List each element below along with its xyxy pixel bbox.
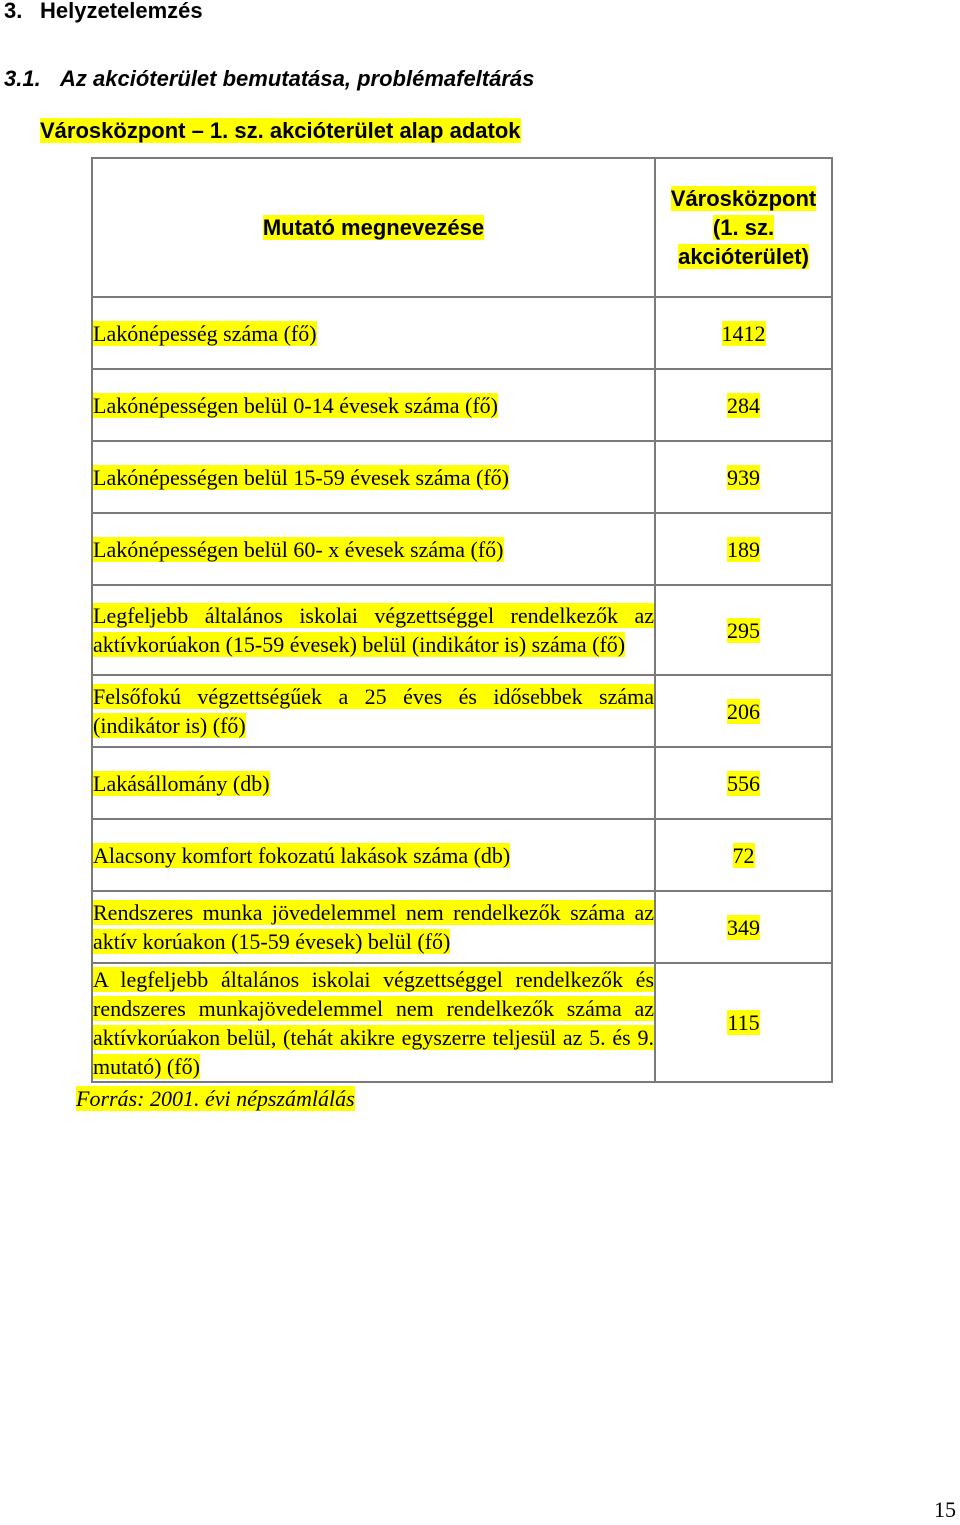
- section-title: Helyzetelemzés: [40, 0, 203, 23]
- row-value: 295: [655, 585, 832, 675]
- row-label: Felsőfokú végzettségűek a 25 éves és idősebbek száma (indikátor is) (fő): [92, 675, 655, 747]
- row-value: 1412: [655, 297, 832, 369]
- row-value: 284: [655, 369, 832, 441]
- table-title: [40, 116, 521, 146]
- row-label: Lakónépességen belül 60- x évesek száma (fő): [92, 513, 655, 585]
- table-row: [92, 441, 832, 513]
- subsection-heading: [4, 64, 534, 94]
- page-number: 15: [934, 1497, 956, 1522]
- table-row: [92, 747, 832, 819]
- row-value: 939: [655, 441, 832, 513]
- row-value: 115: [655, 963, 832, 1082]
- area-header: Városközpont (1. sz. akcióterület): [655, 158, 832, 297]
- table-row: [92, 369, 832, 441]
- row-value: 72: [655, 819, 832, 891]
- section-number: 3.: [4, 0, 23, 23]
- row-label: Lakónépességen belül 0-14 évesek száma (fő): [92, 369, 655, 441]
- row-label: Lakónépességen belül 15-59 évesek száma (fő): [92, 441, 655, 513]
- row-label: A legfeljebb általános iskolai végzettséggel rendelkezők és rendszeres munkajövedelemmel nem rendelkezők száma az aktívkorúakon belül, (tehát akikre egyszerre teljesül az 5. és 9. mutató) (fő): [92, 963, 655, 1082]
- row-label: Lakásállomány (db): [92, 747, 655, 819]
- row-value: 189: [655, 513, 832, 585]
- table-row: [92, 585, 832, 675]
- table-row: [92, 513, 832, 585]
- row-label: Alacsony komfort fokozatú lakások száma (db): [92, 819, 655, 891]
- table-header-row: [92, 158, 832, 297]
- source-note: Forrás: 2001. évi népszámlálás: [76, 1086, 355, 1111]
- table-row: [92, 963, 832, 1082]
- row-label: Lakónépesség száma (fő): [92, 297, 655, 369]
- row-value: 206: [655, 675, 832, 747]
- data-table: [91, 157, 833, 1083]
- table-row: [92, 891, 832, 963]
- section-heading: [4, 0, 203, 26]
- table-row: [92, 819, 832, 891]
- indicator-header: Mutató megnevezése: [92, 158, 655, 297]
- subsection-title: Az akcióterület bemutatása, problémafeltárás: [60, 66, 535, 91]
- row-label: Legfeljebb általános iskolai végzettséggel rendelkezők az aktívkorúakon (15-59 évesek) belül (indikátor is) száma (fő): [92, 585, 655, 675]
- row-label: Rendszeres munka jövedelemmel nem rendelkezők száma az aktív korúakon (15-59 évesek) belül (fő): [92, 891, 655, 963]
- row-value: 349: [655, 891, 832, 963]
- subsection-number: 3.1.: [4, 66, 41, 91]
- row-value: 556: [655, 747, 832, 819]
- table-row: [92, 297, 832, 369]
- table-row: [92, 675, 832, 747]
- table-title-text: Városközpont – 1. sz. akcióterület alap adatok: [40, 118, 521, 143]
